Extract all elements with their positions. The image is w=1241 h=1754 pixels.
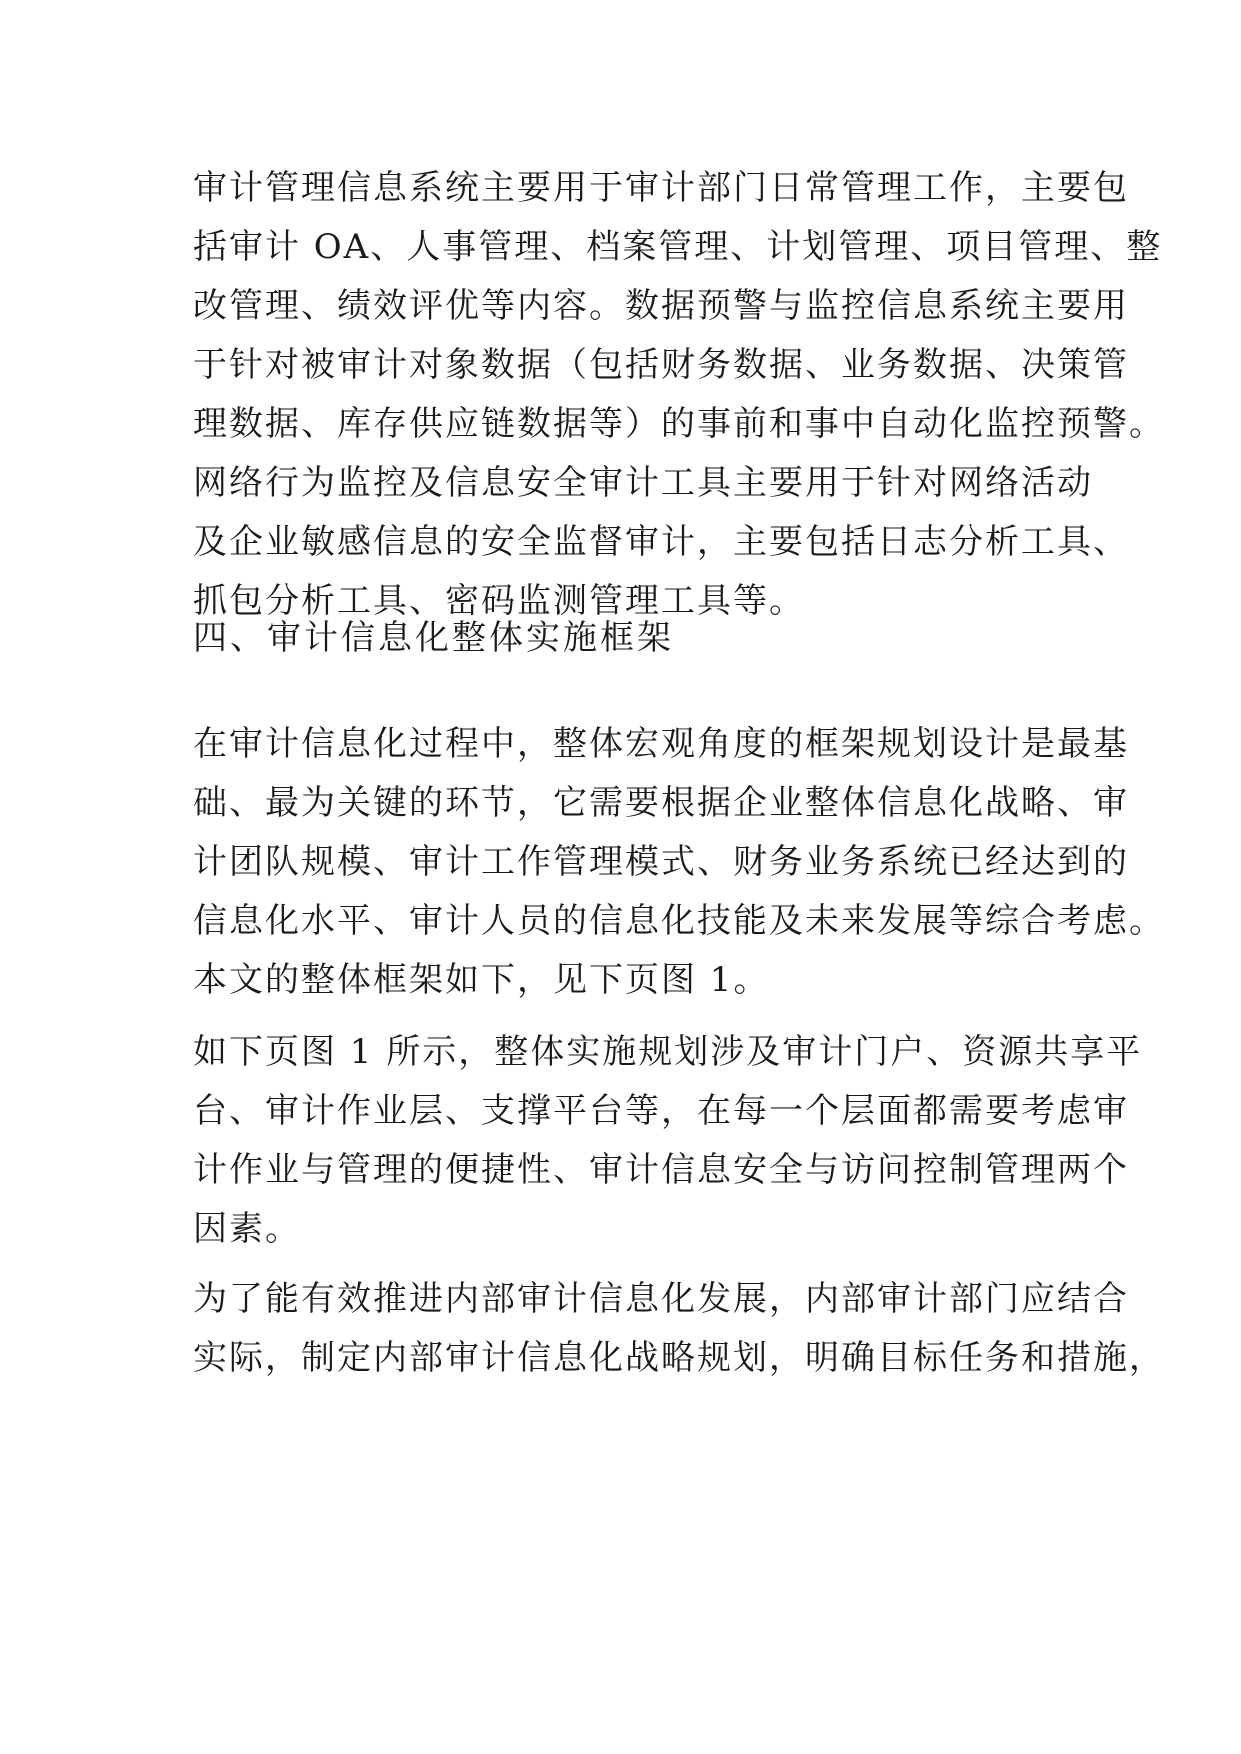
- text-line: 因素。: [193, 1209, 301, 1249]
- section-heading: [193, 609, 674, 668]
- text-line: 信息化水平、审计人员的信息化技能及未来发展等综合考虑。: [193, 901, 1165, 941]
- text-line: 理数据、库存供应链数据等）的事前和事中自动化监控预警。: [193, 404, 1165, 444]
- text-line: 如下页图 1 所示，整体实施规划涉及审计门户、资源共享平: [193, 1032, 1143, 1072]
- text-line: 审计管理信息系统主要用于审计部门日常管理工作，主要包: [193, 168, 1129, 208]
- paragraph-audit-systems: [193, 159, 1165, 631]
- text-line: 网络行为监控及信息安全审计工具主要用于针对网络活动: [193, 463, 1093, 503]
- text-line: 于针对被审计对象数据（包括财务数据、业务数据、决策管: [193, 345, 1129, 385]
- text-line: 计作业与管理的便捷性、审计信息安全与访问控制管理两个: [193, 1150, 1129, 1190]
- text-line: 础、最为关键的环节，它需要根据企业整体信息化战略、审: [193, 783, 1129, 823]
- text-line: 括审计 OA、人事管理、档案管理、计划管理、项目管理、整: [193, 227, 1163, 267]
- paragraph-strategy: [193, 1270, 1165, 1388]
- text-line: 及企业敏感信息的安全监督审计，主要包括日志分析工具、: [193, 522, 1129, 562]
- text-line: 在审计信息化过程中，整体宏观角度的框架规划设计是最基: [193, 724, 1129, 764]
- section-heading-text: 四、审计信息化整体实施框架: [193, 618, 674, 658]
- text-line: 本文的整体框架如下，见下页图 1。: [193, 960, 770, 1000]
- text-line: 实际，制定内部审计信息化战略规划，明确目标任务和措施，: [193, 1338, 1165, 1378]
- text-line: 计团队规模、审计工作管理模式、财务业务系统已经达到的: [193, 842, 1129, 882]
- paragraph-framework-planning: [193, 715, 1165, 1010]
- paragraph-figure-description: [193, 1023, 1142, 1259]
- text-line: 抓包分析工具、密码监测管理工具等。: [193, 581, 805, 621]
- text-line: 改管理、绩效评优等内容。数据预警与监控信息系统主要用: [193, 286, 1129, 326]
- text-line: 台、审计作业层、支撑平台等，在每一个层面都需要考虑审: [193, 1091, 1129, 1131]
- text-line: 为了能有效推进内部审计信息化发展，内部审计部门应结合: [193, 1279, 1129, 1319]
